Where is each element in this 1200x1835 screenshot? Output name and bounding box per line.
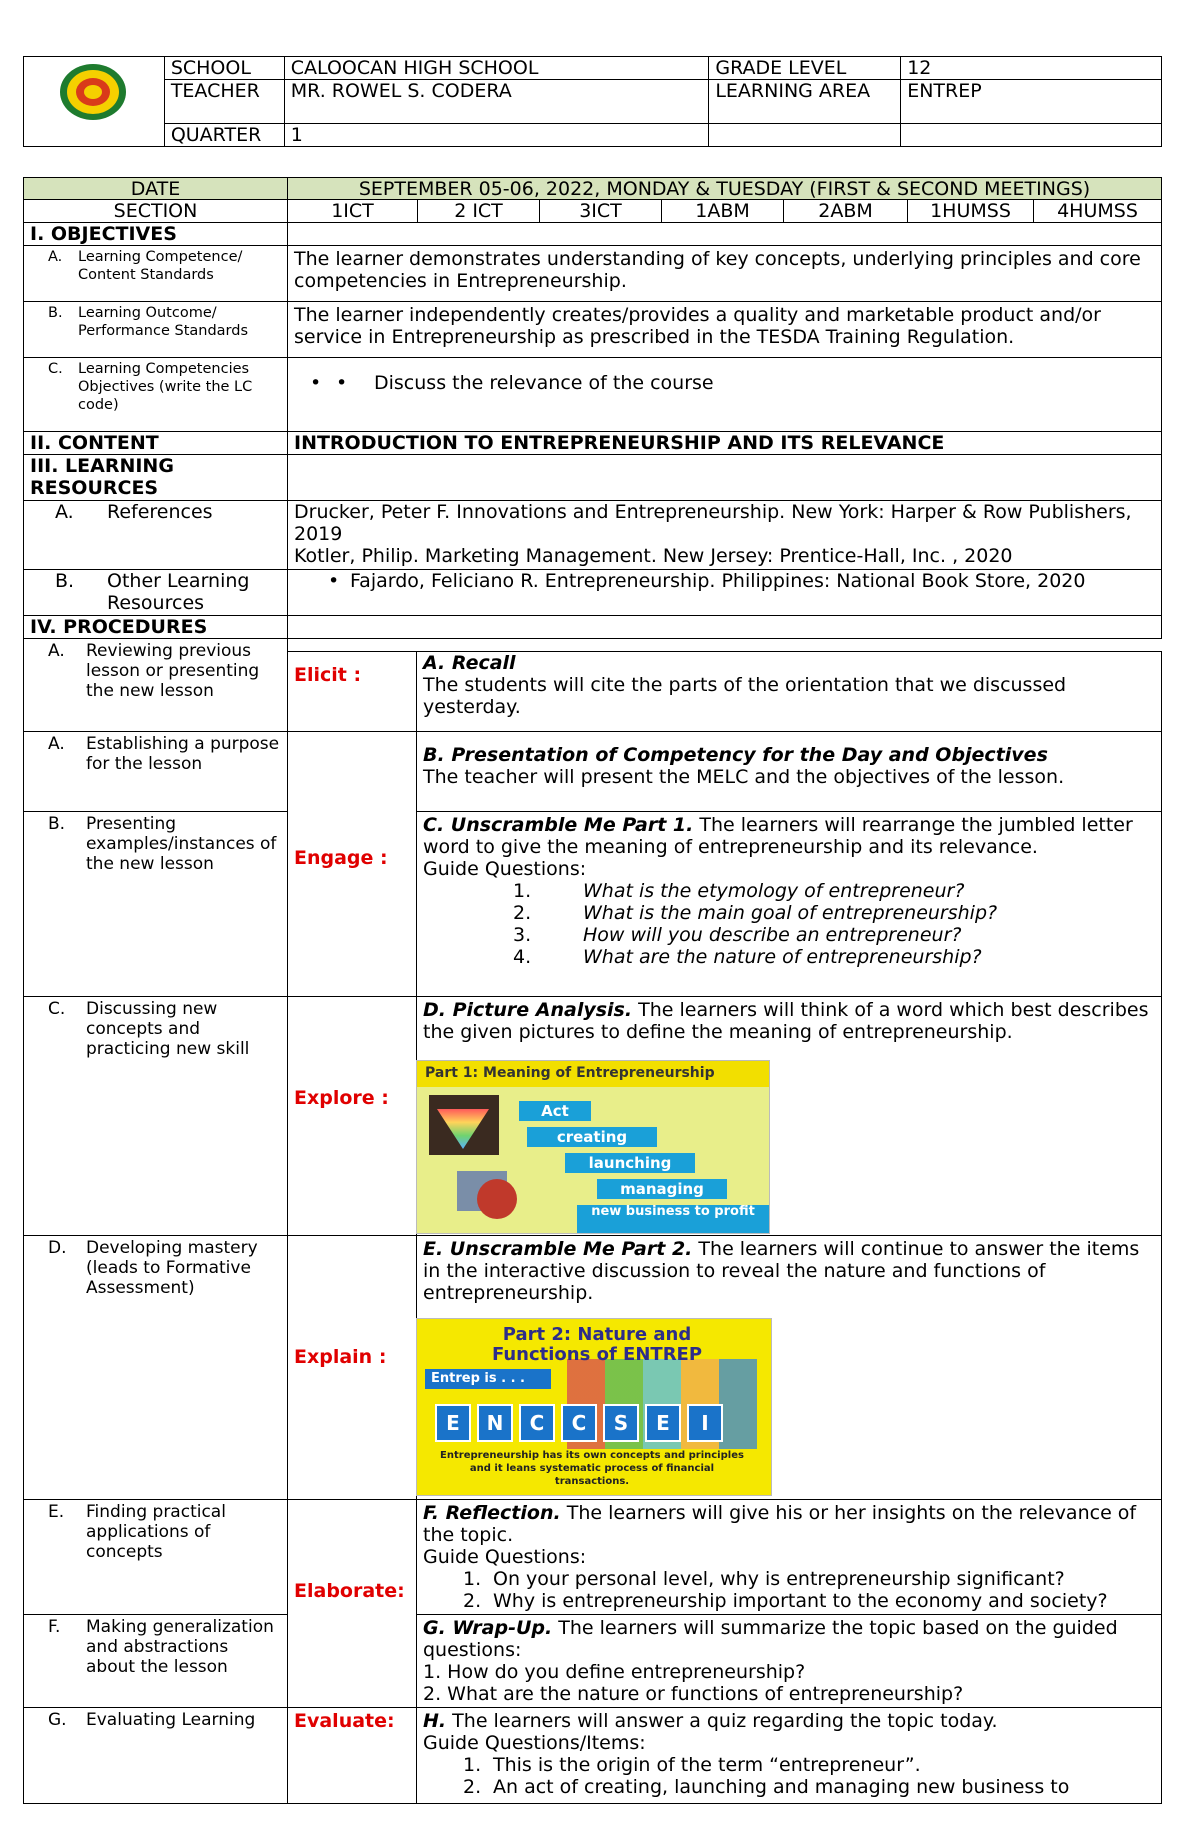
question-number: 2.: [513, 902, 532, 924]
section-cell: 1ICT: [287, 199, 418, 223]
phase-engage: Engage :: [294, 847, 388, 869]
grade-level-value: 12: [901, 57, 1162, 80]
step-examples-label: Presenting examples/instances of the new lesson: [86, 814, 277, 874]
item-key: B.: [48, 305, 63, 321]
guide-question: What is the main goal of entrepreneurship?: [583, 902, 998, 924]
meaning-of-entrepreneurship-picture: [416, 1060, 770, 1234]
phase-evaluate: Evaluate:: [294, 1710, 395, 1732]
word-tile: creating: [527, 1127, 657, 1147]
learning-area-label: LEARNING AREA: [709, 80, 901, 124]
picture-caption: Entrepreneurship has its own concepts and principles and it leans systematic process of financial transactions.: [440, 1450, 744, 1487]
picture-analysis-text: The learners will think of a word which best describes the given pictures to define the meaning of entrepreneurship.: [423, 999, 1149, 1043]
other-resource: Fajardo, Feliciano R. Entrepreneurship. Philippines: National Book Store, 2020: [350, 570, 1086, 592]
phase-explore: Explore :: [294, 1087, 389, 1109]
guide-questions-label: Guide Questions/Items:: [423, 1732, 646, 1754]
section-cell: 1ABM: [661, 199, 784, 223]
guide-question: How will you describe an entrepreneur?: [583, 924, 962, 946]
word-tile: new business to profit: [577, 1205, 769, 1233]
quiz-item: An act of creating, launching and managing new business to: [493, 1776, 1070, 1798]
references-label: References: [107, 501, 213, 523]
item-key: B.: [48, 814, 66, 834]
question-number: 2.: [463, 1590, 482, 1612]
word-tile: managing: [597, 1179, 727, 1199]
item-key: A.: [48, 641, 65, 661]
letter-tile: I: [687, 1404, 723, 1442]
question-number: 2.: [463, 1776, 482, 1798]
presentation-text: The teacher will present the MELC and the objectives of the lesson.: [423, 766, 1065, 788]
item-key: A.: [55, 501, 74, 523]
unscramble-1-text: The learners will rearrange the jumbled letter word to give the meaning of entrepreneurship and its relevance.: [423, 814, 1133, 858]
item-key: G.: [48, 1710, 67, 1730]
teacher-value: MR. ROWEL S. CODERA: [284, 80, 709, 124]
item-key: E.: [48, 1502, 65, 1522]
school-value: CALOOCAN HIGH SCHOOL: [284, 57, 709, 80]
unscramble-2-text: The learners will continue to answer the items in the interactive discussion to reveal the nature and functions of entrepreneurship.: [423, 1238, 1140, 1304]
reflection-title: F. Reflection.: [423, 1502, 561, 1524]
resources-heading: III. LEARNING RESOURCES: [23, 454, 288, 501]
procedures-heading: IV. PROCEDURES: [23, 615, 288, 639]
guide-question: What are the nature of entrepreneurship?: [583, 946, 982, 968]
step-purpose-label: Establishing a purpose for the lesson: [86, 734, 280, 774]
date-value: SEPTEMBER 05-06, 2022, MONDAY & TUESDAY (FIRST & SECOND MEETINGS): [287, 177, 1162, 200]
objectives-heading: I. OBJECTIVES: [23, 222, 288, 246]
item-key: C.: [48, 999, 66, 1019]
competencies-label: Learning Competencies Objectives (write the LC code): [78, 361, 253, 413]
wrap-up-question: 1. How do you define entrepreneurship?: [423, 1661, 806, 1683]
picture-analysis-title: D. Picture Analysis.: [423, 999, 633, 1021]
reference-1: Drucker, Peter F. Innovations and Entrepreneurship. New York: Harper & Row Publishers, 2019: [294, 501, 1132, 545]
content-standards-text: The learner demonstrates understanding of key concepts, underlying principles and core competencies in Entrepreneurship.: [287, 245, 1162, 302]
letter-tile: N: [477, 1404, 513, 1442]
item-key: D.: [48, 1238, 67, 1258]
picture-title-bar: Part 1: Meaning of Entrepreneurship: [417, 1061, 769, 1087]
question-number: 1.: [463, 1568, 482, 1590]
step-mastery-label: Developing mastery (leads to Formative Assessment): [86, 1238, 258, 1298]
grade-level-label: GRADE LEVEL: [709, 57, 901, 80]
section-cell: 1HUMSS: [907, 199, 1034, 223]
reference-2: Kotler, Philip. Marketing Management. New Jersey: Prentice-Hall, Inc. , 2020: [294, 545, 1013, 567]
evaluate-title: H.: [423, 1710, 447, 1732]
header-table: [23, 56, 1162, 147]
step-evaluating-label: Evaluating Learning: [86, 1710, 256, 1730]
item-key: A.: [48, 249, 63, 265]
nature-and-functions-picture: [416, 1318, 772, 1496]
other-resources-label: Other Learning Resources: [107, 570, 250, 614]
learning-area-value: ENTREP: [901, 80, 1162, 124]
unscramble-1-title: C. Unscramble Me Part 1.: [423, 814, 694, 836]
section-cell: 2ABM: [783, 199, 908, 223]
item-key: C.: [48, 361, 63, 377]
quiz-item: This is the origin of the term “entrepreneur”.: [493, 1754, 921, 1776]
guide-questions-label: Guide Questions:: [423, 1546, 587, 1568]
step-applications-label: Finding practical applications of concepts: [86, 1502, 226, 1562]
question-number: 1.: [513, 880, 532, 902]
step-generalization-label: Making generalization and abstractions about the lesson: [86, 1617, 274, 1677]
section-cell: 4HUMSS: [1033, 199, 1162, 223]
phase-explain: Explain :: [294, 1346, 387, 1368]
evaluate-text: The learners will answer a quiz regarding the topic today.: [446, 1710, 998, 1732]
step-reviewing-label: Reviewing previous lesson or presenting the new lesson: [86, 641, 260, 701]
wrap-up-title: G. Wrap-Up.: [423, 1617, 553, 1639]
step-new-concepts-label: Discussing new concepts and practicing new skill: [86, 999, 250, 1059]
section-label: SECTION: [23, 199, 288, 223]
content-standards-label: Learning Competence/ Content Standards: [78, 249, 243, 283]
item-key: B.: [55, 570, 75, 592]
word-tile: Act: [519, 1101, 591, 1121]
letter-tile: E: [645, 1404, 681, 1442]
performance-standards-label: Learning Outcome/ Performance Standards: [78, 305, 249, 339]
photo: [477, 1179, 517, 1219]
section-cell: 3ICT: [539, 199, 662, 223]
unscramble-2-title: E. Unscramble Me Part 2.: [423, 1238, 693, 1260]
recall-title: A. Recall: [423, 652, 516, 674]
word-tile: launching: [565, 1153, 695, 1173]
date-label: DATE: [23, 177, 288, 200]
item-key: F.: [48, 1617, 61, 1637]
wrap-up-question: 2. What are the nature or functions of entrepreneurship?: [423, 1683, 964, 1705]
wrap-up-text: The learners will summarize the topic based on the guided questions:: [423, 1617, 1118, 1661]
letter-tile: E: [435, 1404, 471, 1442]
guide-questions-label: Guide Questions:: [423, 858, 587, 880]
content-topic: INTRODUCTION TO ENTREPRENEURSHIP AND ITS RELEVANCE: [287, 431, 1162, 455]
question-number: 3.: [513, 924, 532, 946]
phase-elicit: Elicit :: [294, 664, 362, 686]
question-number: 1.: [463, 1754, 482, 1776]
phase-elaborate: Elaborate:: [294, 1580, 405, 1602]
reflection-text: The learners will give his or her insights on the relevance of the topic.: [423, 1502, 1137, 1546]
picture-title: Part 2: Nature and Functions of ENTREP: [491, 1324, 703, 1365]
quarter-label: QUARTER: [164, 124, 284, 147]
letter-tile: C: [561, 1404, 597, 1442]
school-label: SCHOOL: [164, 57, 284, 80]
recall-text: The students will cite the parts of the orientation that we discussed yesterday.: [423, 674, 1067, 718]
content-heading: II. CONTENT: [23, 431, 288, 455]
guide-question: On your personal level, why is entrepreneurship significant?: [493, 1568, 1065, 1590]
letter-tile: C: [519, 1404, 555, 1442]
guide-question: Why is entrepreneurship important to the economy and society?: [493, 1590, 1108, 1612]
section-cell: 2 ICT: [417, 199, 540, 223]
performance-standards-text: The learner independently creates/provides a quality and marketable product and/or service in Entrepreneurship as prescribed in the TESDA Training Regulation.: [287, 301, 1162, 358]
competency-objective: Discuss the relevance of the course: [374, 372, 714, 394]
quarter-value: 1: [284, 124, 709, 147]
guide-question: What is the etymology of entrepreneur?: [583, 880, 965, 902]
question-number: 4.: [513, 946, 532, 968]
teacher-label: TEACHER: [164, 80, 284, 124]
presentation-title: B. Presentation of Competency for the Day and Objectives: [423, 744, 1048, 766]
entrep-is-label: Entrep is . . .: [425, 1369, 551, 1389]
letter-tile: S: [603, 1404, 639, 1442]
item-key: A.: [48, 734, 65, 754]
